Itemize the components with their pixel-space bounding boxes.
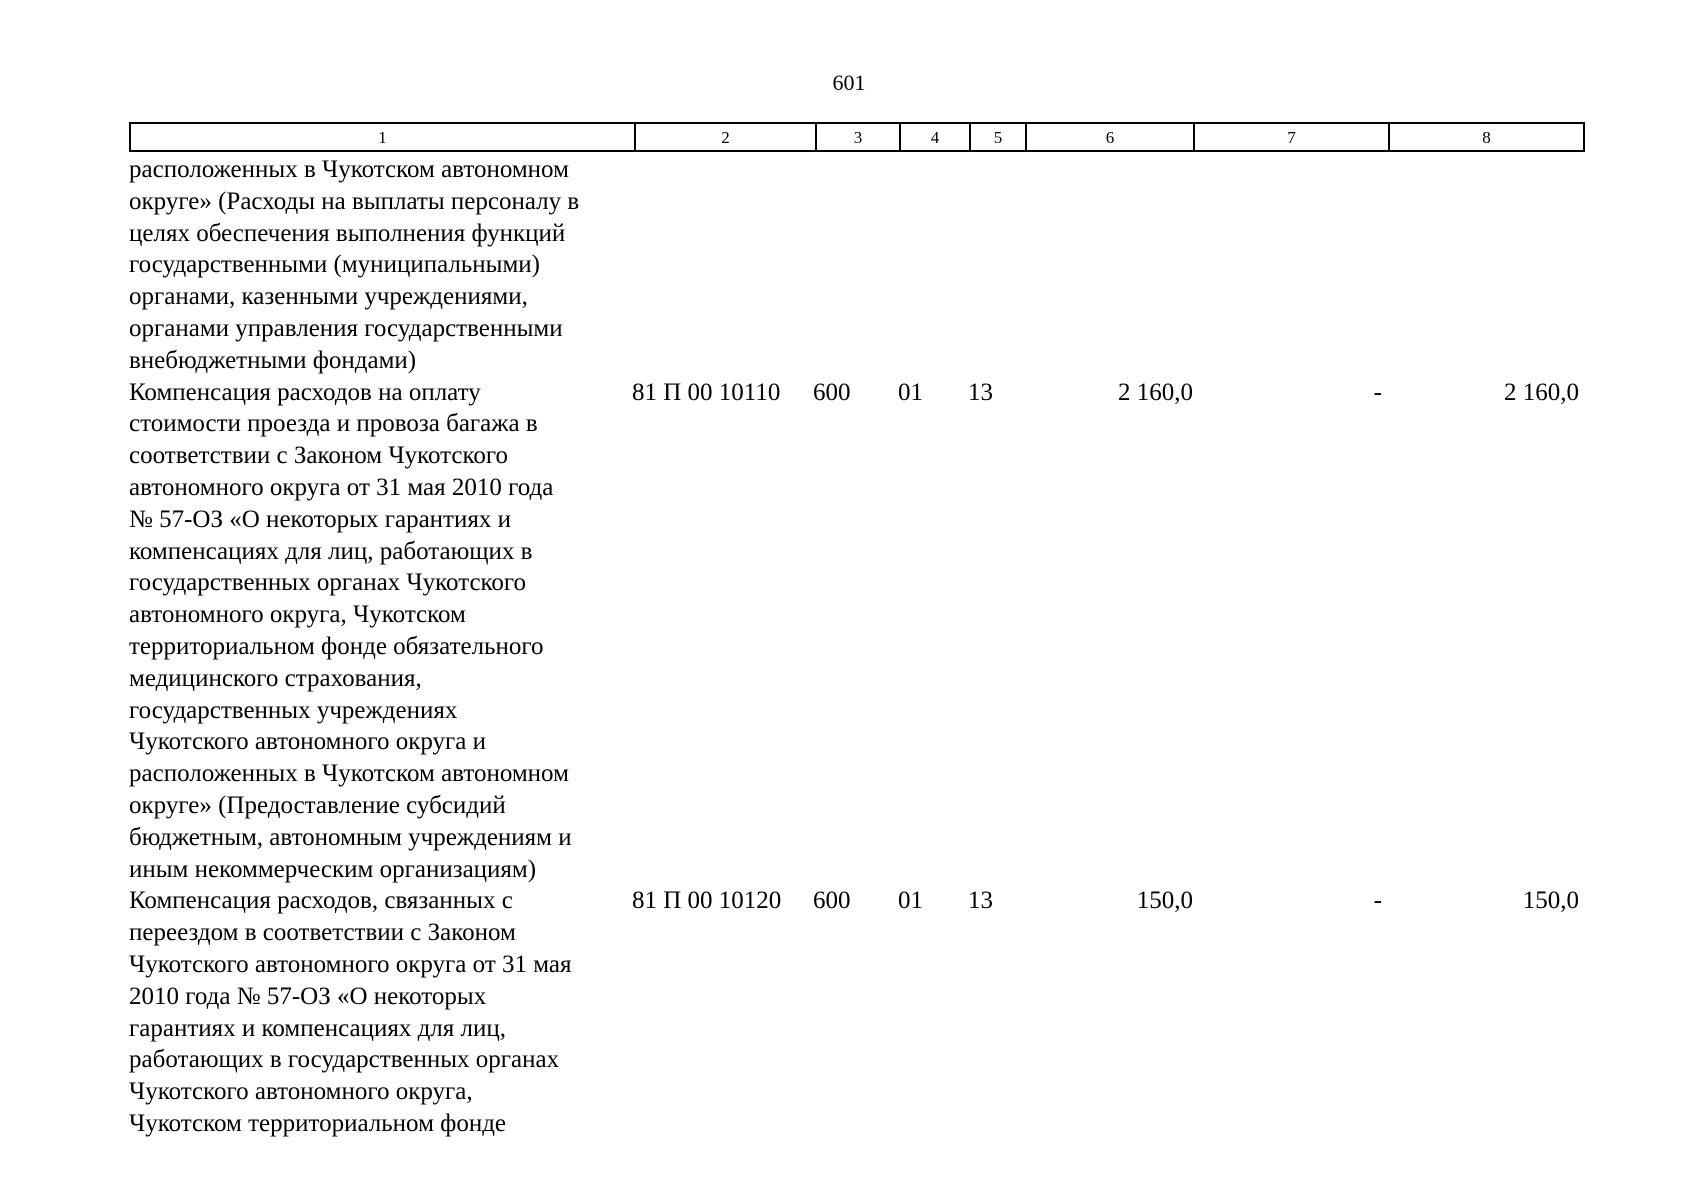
column-header-7: 7: [1194, 123, 1389, 151]
column-header-5: 5: [970, 123, 1026, 151]
row-amount-col6: 2 160,0: [1118, 378, 1193, 406]
column-header-8: 8: [1389, 123, 1584, 151]
row-section: 01: [898, 887, 923, 915]
row-amount-col8: 2 160,0: [1504, 378, 1579, 406]
row-type: 600: [813, 378, 851, 406]
column-header-4: 4: [900, 123, 970, 151]
row-type: 600: [813, 887, 851, 915]
column-number-header: [129, 122, 1585, 152]
row-description: расположенных в Чукотском автономном округе» (Расходы на выплаты персоналу в целях обеспечения выполнения функций государственными (муниципальными) органами, казенными учреждениями, органами управления государственными внебюджетными фондами): [129, 156, 580, 374]
column-header-2: 2: [635, 123, 816, 151]
row-amount-col6: 150,0: [1136, 887, 1193, 915]
row-description: Компенсация расходов, связанных с переездом в соответствии с Законом Чукотского автономного округа от 31 мая 2010 года № 57-ОЗ «О некоторых гарантиях и компенсациях для лиц, работающих в государственных органах Чукотского автономного округа, Чукотском территориальном фонде: [129, 887, 572, 1137]
row-code: 81 П 00 10120: [632, 887, 782, 915]
row-subsection: 13: [968, 887, 993, 915]
table-body: [129, 154, 1579, 1140]
table-row: [129, 377, 1579, 886]
column-header-1: 1: [130, 123, 635, 151]
row-amount-col7: -: [1373, 378, 1382, 406]
row-subsection: 13: [968, 378, 993, 406]
column-header-3: 3: [816, 123, 900, 151]
table-row: [129, 154, 1579, 377]
row-amount-col8: 150,0: [1522, 887, 1579, 915]
row-description: Компенсация расходов на оплату стоимости проезда и провоза багажа в соответствии с Законом Чукотского автономного округа от 31 мая 2010 года № 57-ОЗ «О некоторых гарантиях и компенсациях для лиц, работающих в государственных органах Чукотского автономного округа, Чукотском территориальном фонде обязательного медицинского страхования, государственных учреждениях Чукотского автономного округа и расположенных в Чукотском автономном округе» (Предоставление субсидий бюджетным, автономным учреждениям и иным некоммерческим организациям): [129, 378, 572, 883]
row-section: 01: [898, 378, 923, 406]
column-header-6: 6: [1026, 123, 1194, 151]
table-row: [129, 885, 1579, 1139]
page-number: 601: [832, 70, 866, 95]
row-amount-col7: -: [1373, 887, 1382, 915]
row-code: 81 П 00 10110: [632, 378, 781, 406]
